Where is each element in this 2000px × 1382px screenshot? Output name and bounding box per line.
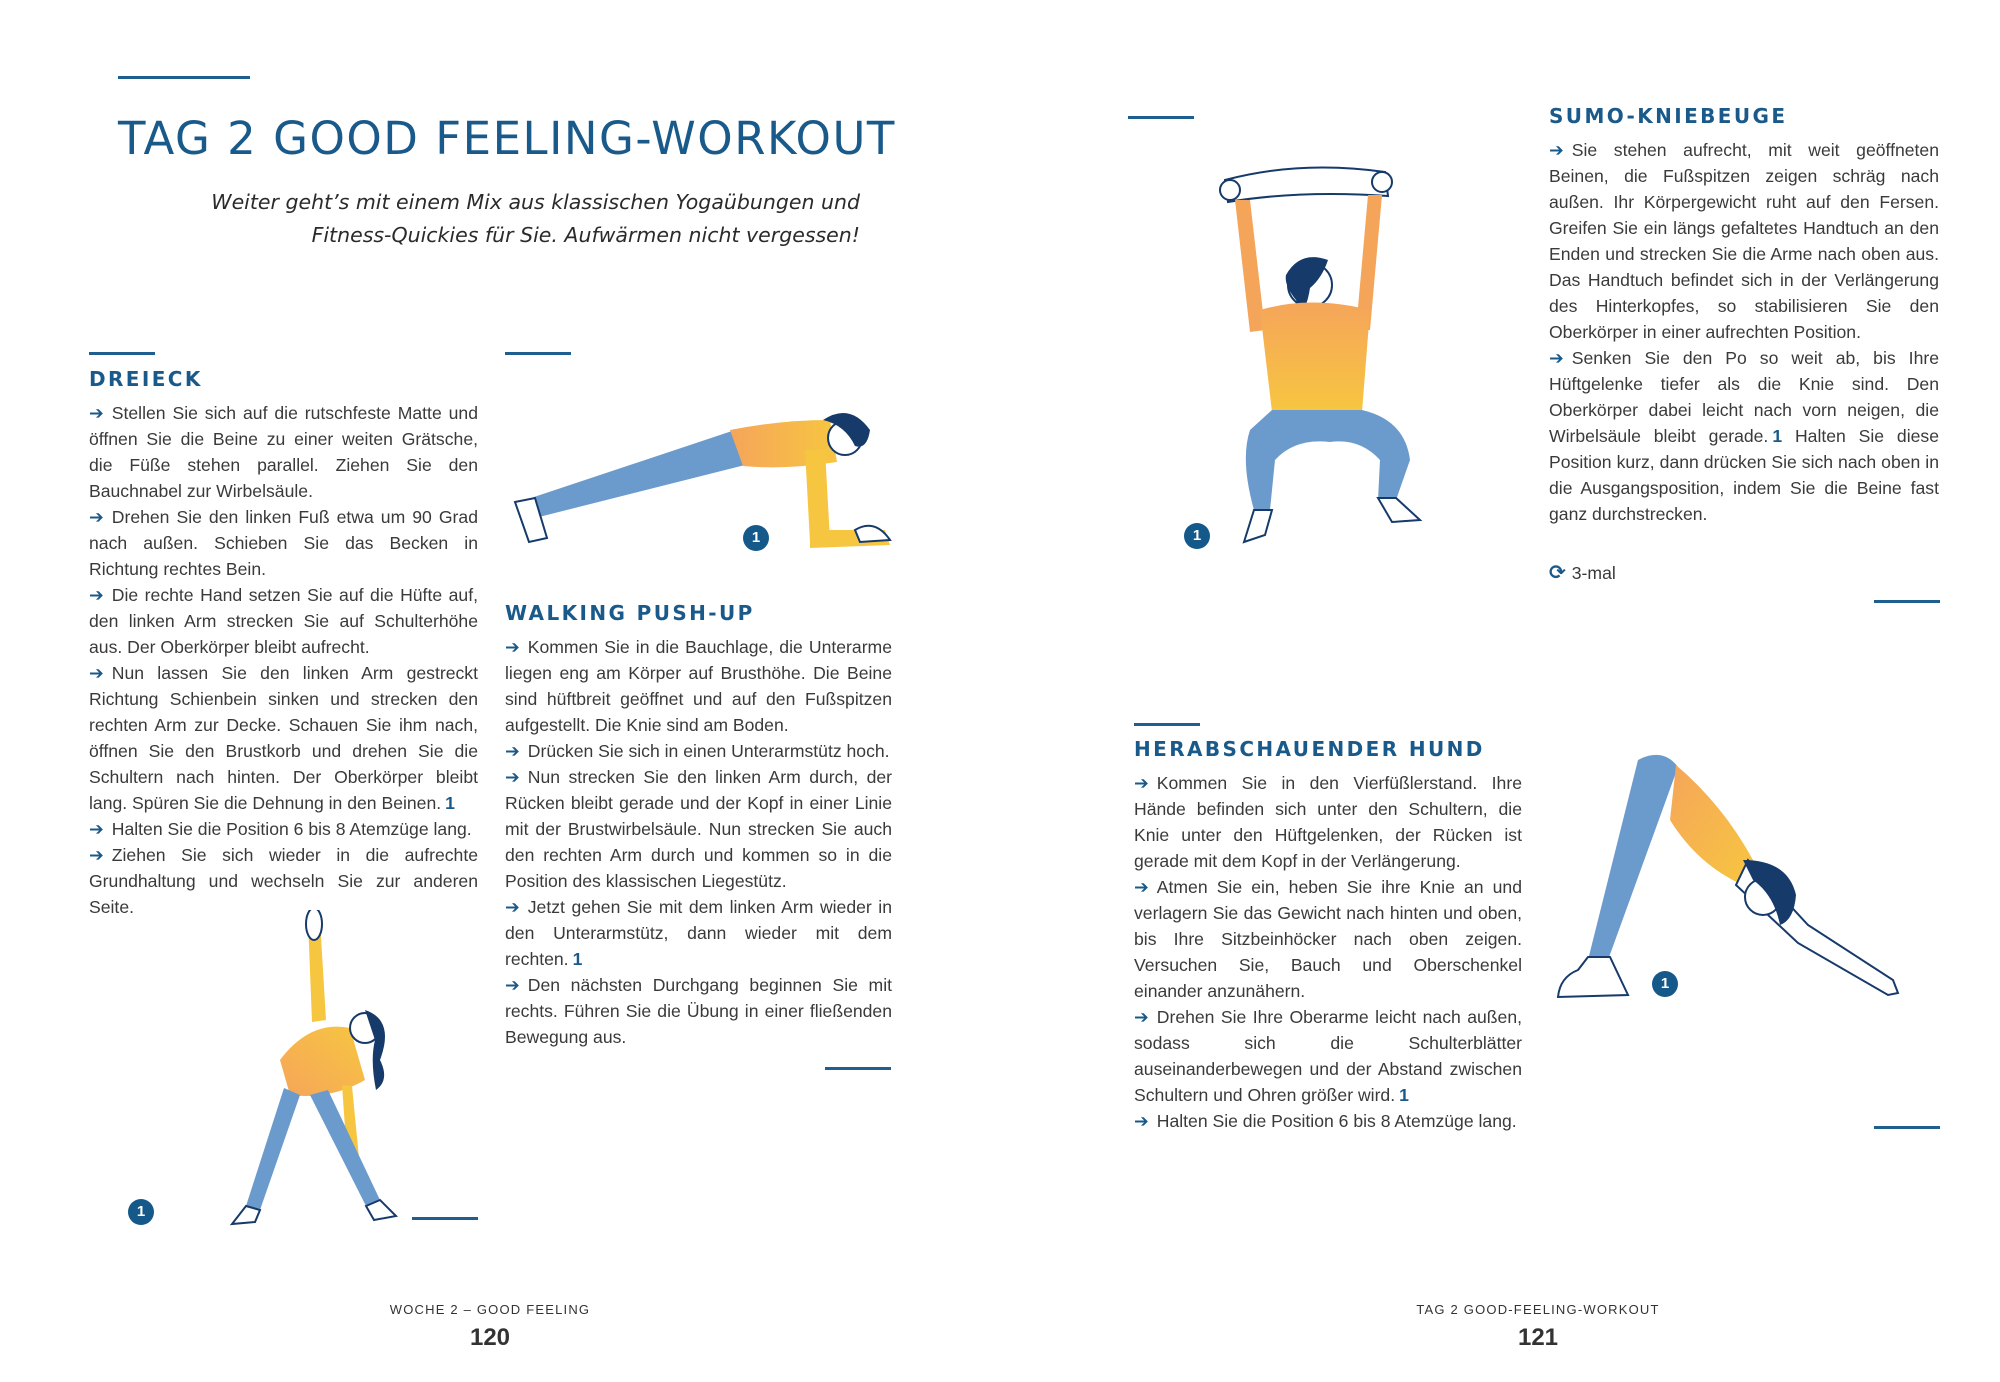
arrow-icon: ➔ (1134, 773, 1149, 793)
pushup-step-2: ➔ Drücken Sie sich in einen Unterarmstütz hoch. (505, 741, 890, 761)
sumo-step-2: ➔ Senken Sie den Po so weit ab, bis Ihre Hüftgelenke tiefer als die Knie sind. Den Oberkörper dabei leicht nach vorn neigen, die Wirbelsäule bleibt gerade. 1 Halten Sie diese Position kurz, dann drücken Sie sich nach oben in die Ausgangsposition, indem Sie die Beine fast ganz durchstrecken. (1549, 348, 1939, 524)
arrow-icon: ➔ (1549, 348, 1564, 368)
page-number-left: 120 (469, 1324, 511, 1351)
dreieck-step-1: ➔ Stellen Sie sich auf die rutschfeste Matte und öffnen Sie die Beine zu einer weiten Grätsche, die Füße stehen parallel. Ziehen Sie den Bauchnabel zur Wirbelsäule. (89, 403, 478, 501)
arrow-icon: ➔ (1134, 877, 1149, 897)
figure-badge-dreieck: 1 (128, 1199, 154, 1225)
pushup-end-rule (825, 1067, 891, 1070)
arrow-icon: ➔ (89, 585, 104, 605)
page-title: TAG 2 GOOD FEELING-WORKOUT (118, 112, 896, 165)
dreieck-step-6: ➔ Ziehen Sie sich wieder in die aufrechte Grundhaltung und wechseln Sie zur anderen Seite. (89, 845, 478, 917)
arrow-icon: ➔ (505, 897, 520, 917)
pushup-illustration (505, 390, 895, 560)
sumo-step-1: ➔ Sie stehen aufrecht, mit weit geöffneten Beinen, die Fußspitzen zeigen schräg nach außen. Ihr Körpergewicht ruht auf den Fersen. Greifen Sie ein längs gefaltetes Handtuch an den Enden und strecken Sie die Arme nach oben aus. Das Handtuch befindet sich in der Verlängerung des Hinterkopfes, so stabilisieren Sie den Oberkörper in einer aufrechten Position. (1549, 140, 1939, 342)
arrow-icon: ➔ (1134, 1007, 1149, 1027)
hund-step-4: ➔ Halten Sie die Position 6 bis 8 Atemzüge lang. (1134, 1111, 1517, 1131)
sumo-reps: ⟳ 3-mal (1549, 562, 1616, 584)
arrow-icon: ➔ (89, 819, 104, 839)
hund-rule (1134, 723, 1200, 726)
arrow-icon: ➔ (89, 663, 104, 683)
repeat-icon: ⟳ (1549, 562, 1566, 584)
dreieck-instructions (89, 400, 478, 920)
intro-line-1: Weiter geht’s mit einem Mix aus klassischen Yogaübungen und (211, 190, 860, 214)
dreieck-step-5: ➔ Halten Sie die Position 6 bis 8 Atemzüge lang. (89, 819, 472, 839)
pushup-instructions (505, 634, 892, 1050)
pushup-step-3: ➔ Nun strecken Sie den linken Arm durch, der Rücken bleibt gerade und der Kopf in einer Linie mit der Brustwirbelsäule. Nun strecken Sie auch den rechten Arm durch und kommen so in die Position des klassischen Liegestütz. (505, 767, 892, 891)
footer-label-right: TAG 2 GOOD-FEELING-WORKOUT (1416, 1302, 1660, 1317)
pushup-rule (505, 352, 571, 355)
dreieck-end-rule (412, 1217, 478, 1220)
arrow-icon: ➔ (89, 507, 104, 527)
hund-instructions (1134, 770, 1522, 1134)
arrow-icon: ➔ (1549, 140, 1564, 160)
dreieck-title: DREIECK (89, 367, 203, 391)
sumo-instructions (1549, 137, 1939, 527)
dreieck-step-2: ➔ Drehen Sie den linken Fuß etwa um 90 Grad nach außen. Schieben Sie das Becken in Richtung rechtes Bein. (89, 507, 478, 579)
dreieck-step-3: ➔ Die rechte Hand setzen Sie auf die Hüfte auf, den linken Arm strecken Sie auf Schulterhöhe aus. Der Oberkörper bleibt aufrecht. (89, 585, 478, 657)
top-rule-left (118, 76, 250, 79)
arrow-icon: ➔ (89, 403, 104, 423)
intro-text (200, 186, 860, 252)
dreieck-rule (89, 352, 155, 355)
page-number-right: 121 (1517, 1324, 1559, 1351)
pushup-step-1: ➔ Kommen Sie in die Bauchlage, die Unterarme liegen eng am Körper auf Brusthöhe. Die Beine sind hüftbreit geöffnet und auf den Fußspitzen aufgestellt. Die Knie sind am Boden. (505, 637, 892, 735)
arrow-icon: ➔ (89, 845, 104, 865)
figure-ref: 1 (1399, 1085, 1409, 1105)
hund-title: HERABSCHAUENDER HUND (1134, 737, 1485, 761)
sumo-end-rule (1874, 600, 1940, 603)
arrow-icon: ➔ (505, 637, 520, 657)
pushup-title: WALKING PUSH-UP (505, 601, 755, 625)
sumo-illus-rule (1128, 116, 1194, 119)
footer-label-left: WOCHE 2 – GOOD FEELING (389, 1302, 591, 1317)
triangle-pose-illustration (160, 910, 410, 1235)
intro-line-2: Fitness-Quickies für Sie. Aufwärmen nicht vergessen! (311, 223, 860, 247)
hund-step-1: ➔ Kommen Sie in den Vierfüßlerstand. Ihre Hände befinden sich unter den Schultern, die Knie unter den Hüftgelenken, der Rücken ist gerade mit dem Kopf in der Verlängerung. (1134, 773, 1522, 871)
figure-ref: 1 (572, 949, 583, 969)
figure-badge-sumo: 1 (1184, 523, 1210, 549)
figure-badge-hund: 1 (1652, 971, 1678, 997)
figure-badge-pushup: 1 (743, 525, 769, 551)
dreieck-step-4: ➔ Nun lassen Sie den linken Arm gestreckt Richtung Schienbein sinken und strecken den rechten Arm zur Decke. Schauen Sie ihm nach, öffnen Sie den Brustkorb und drehen Sie die Schultern nach hinten. Der Oberkörper bleibt lang. Spüren Sie die Dehnung in den Beinen. 1 (89, 663, 478, 813)
figure-ref: 1 (445, 793, 455, 813)
hund-step-3: ➔ Drehen Sie Ihre Oberarme leicht nach außen, sodass sich die Schulterblätter auseinanderbewegen und der Abstand zwischen Schultern und Ohren größer wird. 1 (1134, 1007, 1522, 1105)
figure-ref: 1 (1772, 426, 1783, 446)
arrow-icon: ➔ (505, 741, 520, 761)
hund-end-rule (1874, 1126, 1940, 1129)
arrow-icon: ➔ (505, 975, 520, 995)
pushup-step-4: ➔ Jetzt gehen Sie mit dem linken Arm wieder in den Unterarmstütz, dann wieder mit dem rechten. 1 (505, 897, 892, 969)
pushup-step-5: ➔ Den nächsten Durchgang beginnen Sie mit rechts. Führen Sie die Übung in einer fließenden Bewegung aus. (505, 975, 892, 1047)
sumo-title: SUMO-KNIEBEUGE (1549, 104, 1788, 128)
hund-step-2: ➔ Atmen Sie ein, heben Sie ihre Knie an und verlagern Sie das Gewicht nach hinten und oben, bis Ihre Sitzbeinhöcker nach oben zeigen. Versuchen Sie, Bauch und Oberschenkel einander anzunähern. (1134, 877, 1522, 1001)
downward-dog-illustration (1548, 745, 1948, 1005)
arrow-icon: ➔ (505, 767, 520, 787)
arrow-icon: ➔ (1134, 1111, 1149, 1131)
sumo-squat-illustration (1210, 160, 1440, 550)
